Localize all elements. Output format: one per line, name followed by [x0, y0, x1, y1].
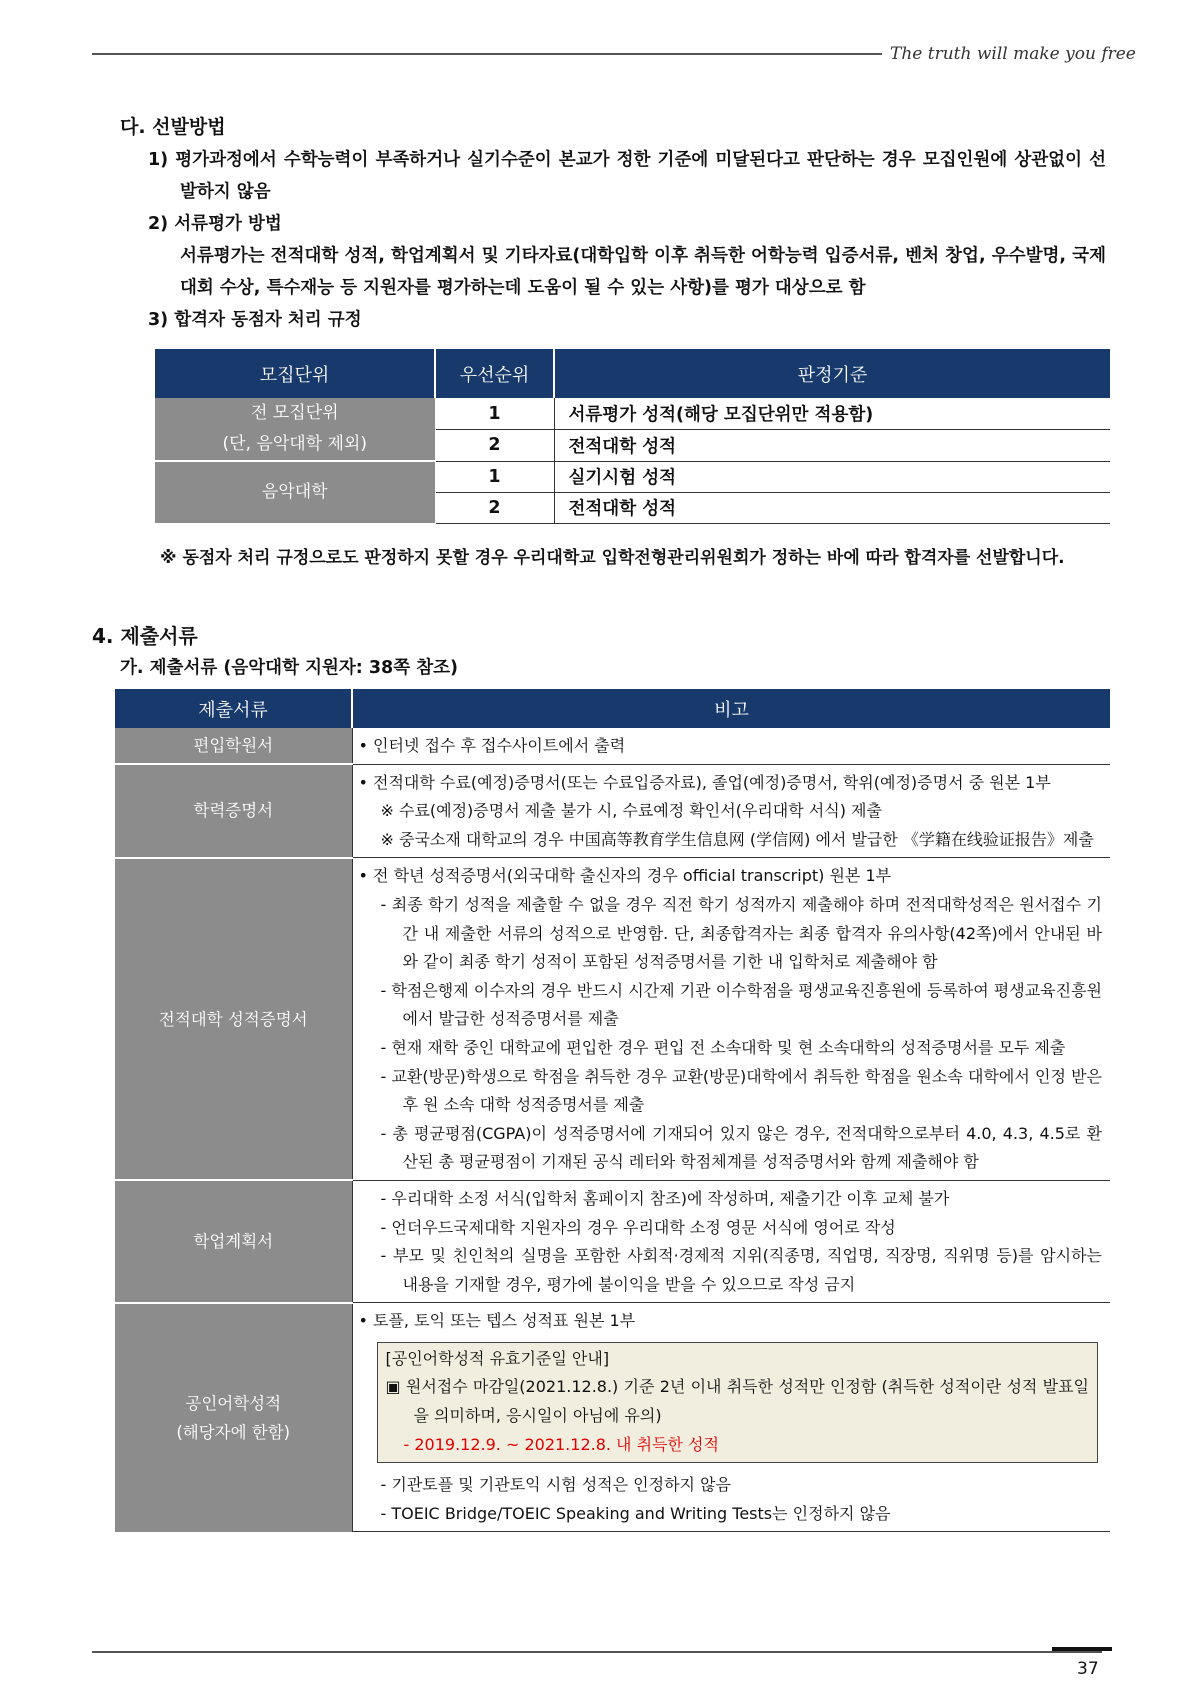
note-line: • 토플, 토익 또는 텝스 성적표 원본 1부 — [358, 1311, 636, 1331]
section-da-item2-body: 서류평가는 전적대학 성적, 학업계획서 및 기타자료(대학입학 이후 취득한 어학능력 입증서류, 벤처 창업, 우수발명, 국제대회 수상, 특수재능 등 지원자를 평가하는데 도움이 될 수 있는 사항)를 평가 대상으로 함 — [180, 246, 1106, 298]
tie-table-header — [155, 349, 1110, 398]
page-number: 37 — [1077, 1659, 1099, 1679]
note-line: - TOEIC Bridge/TOEIC Speaking and Writing Tests는 인정하지 않음 — [380, 1503, 891, 1523]
note-line: ※ 수료(예정)증명서 제출 불가 시, 수료예정 확인서(우리대학 서식) 제출 — [380, 801, 882, 821]
tie-group-all-line1: 전 모집단위 — [250, 403, 339, 423]
doc-note-transcript — [352, 858, 1110, 1181]
note-line: - 우리대학 소정 서식(입학처 홈페이지 참조)에 작성하며, 제출기간 이후 교체 불가 — [380, 1188, 950, 1208]
note-line: - 학점은행제 이수자의 경우 반드시 시간제 기관 이수학점을 평생교육진흥원에 등록하여 평생교육진흥원에서 발급한 성적증명서를 제출 — [380, 980, 1102, 1029]
note-line: - 총 평균평점(CGPA)이 성적증명서에 기재되어 있지 않은 경우, 전적대학으로부터 4.0, 4.3, 4.5로 환산된 총 평균평점이 기재된 공식 레터와 학점체계를 성적증명서와 함께 제출해야 함 — [380, 1123, 1102, 1172]
doc-label-education: 학력증명서 — [115, 764, 352, 858]
docs-header-document: 제출서류 — [115, 689, 352, 728]
section-da-item1: 1) 평가과정에서 수학능력이 부족하거나 실기수준이 본교가 정한 기준에 미달된다고 판단하는 경우 모집인원에 상관없이 선발하지 않음 — [148, 150, 1106, 202]
note-line: - 부모 및 친인척의 실명을 포함한 사회적·경제적 지위(직종명, 직업명, 직장명, 직위명 등)를 암시하는 내용을 기재할 경우, 평가에 불이익을 받을 수 있으므로 작성 금지 — [380, 1246, 1102, 1294]
table-row — [115, 1303, 1110, 1532]
note-line: - 언더우드국제대학 지원자의 경우 우리대학 소정 영문 서식에 영어로 작성 — [380, 1217, 896, 1237]
doc-note-study-plan — [352, 1180, 1110, 1302]
section-da-title: 다. 선발방법 — [120, 116, 226, 138]
table-row — [115, 728, 1110, 764]
table-row — [115, 1180, 1110, 1302]
header-rule — [92, 53, 882, 55]
note-line: • 인터넷 접수 후 접수사이트에서 출력 — [358, 736, 626, 755]
section-da-item2-title: 2) 서류평가 방법 — [148, 214, 282, 234]
tie-criterion: 전적대학 성적 — [554, 430, 1110, 462]
doc-label-language — [115, 1303, 352, 1532]
docs-table-header — [115, 689, 1110, 728]
language-label-line1: 공인어학성적 — [185, 1393, 282, 1413]
doc-note-education — [352, 764, 1110, 858]
section-da-item3-title: 3) 합격자 동점자 처리 규정 — [148, 310, 362, 330]
note-line: - 최종 학기 성적을 제출할 수 없을 경우 직전 학기 성적까지 제출해야 하며 전적대학성적은 원서접수 기간 내 제출한 서류의 성적으로 반영함. 단, 최종합격자는 최종 합격자 유의사항(42쪽)에서 안내된 바와 같이 최종 학기 성적이 포함된 성적증명서를 기한 내 입학처로 제출해야 함 — [380, 894, 1102, 972]
table-row — [115, 764, 1110, 858]
note-line: - 기관토플 및 기관토익 시험 성적은 인정하지 않음 — [380, 1475, 731, 1495]
tie-criterion: 전적대학 성적 — [554, 492, 1110, 523]
docs-header-remarks: 비고 — [352, 689, 1110, 728]
note-line: - 현재 재학 중인 대학교에 편입한 경우 편입 전 소속대학 및 현 소속대학의 성적증명서를 모두 제출 — [380, 1037, 1066, 1057]
tie-header-rank: 우선순위 — [435, 349, 554, 398]
notice-item: ▣ 원서접수 마감일(2021.12.8.) 기준 2년 이내 취득한 성적만 인정함 (취득한 성적이란 성적 발표일을 의미하며, 응시일이 아님에 유의) — [385, 1377, 1089, 1426]
documents-table — [115, 689, 1110, 1532]
doc-note-language — [352, 1303, 1110, 1532]
tie-criterion: 서류평가 성적(해당 모집단위만 적용함) — [554, 398, 1110, 430]
note-line: - 교환(방문)학생으로 학점을 취득한 경우 교환(방문)대학에서 취득한 학점을 원소속 대학에서 인정 받은 후 원 소속 대학 성적증명서를 제출 — [380, 1066, 1102, 1115]
tie-rank: 1 — [435, 398, 554, 430]
header-slogan: The truth will make you free — [890, 44, 1136, 64]
table-row — [115, 858, 1110, 1181]
section4-subtitle: 가. 제출서류 (음악대학 지원자: 38쪽 참조) — [120, 658, 459, 678]
tie-footnote: ※ 동점자 처리 규정으로도 판정하지 못할 경우 우리대학교 입학전형관리위원회가 정하는 바에 따라 합격자를 선발합니다. — [160, 548, 1065, 568]
footer-rule — [92, 1651, 1102, 1653]
table-row — [155, 398, 1110, 430]
tie-rank: 1 — [435, 461, 554, 492]
notice-title: [공인어학성적 유효기준일 안내] — [385, 1348, 610, 1368]
note-line: • 전 학년 성적증명서(외국대학 출신자의 경우 official transcript) 원본 1부 — [358, 866, 892, 886]
note-line: ※ 중국소재 대학교의 경우 中国高等教育学生信息网 (学信网) 에서 발급한 《学籍在线验证报告》제출 — [380, 829, 1094, 849]
tie-criterion: 실기시험 성적 — [554, 461, 1110, 492]
doc-label-application: 편입학원서 — [115, 728, 352, 764]
tie-rank: 2 — [435, 430, 554, 462]
doc-label-transcript: 전적대학 성적증명서 — [115, 858, 352, 1181]
notice-date-range: - 2019.12.9. ~ 2021.12.8. 내 취득한 성적 — [403, 1434, 719, 1454]
tie-group-all-units — [155, 398, 435, 461]
note-line: • 전적대학 수료(예정)증명서(또는 수료입증자료), 졸업(예정)증명서, 학위(예정)증명서 중 원본 1부 — [358, 772, 1051, 792]
doc-label-study-plan: 학업계획서 — [115, 1180, 352, 1302]
table-row — [155, 461, 1110, 492]
tie-header-criterion: 판정기준 — [554, 349, 1110, 398]
section4-title: 4. 제출서류 — [92, 624, 198, 648]
tie-rank: 2 — [435, 492, 554, 523]
language-label-line2: (해당자에 한함) — [176, 1422, 291, 1442]
tie-group-all-line2: (단, 음악대학 제외) — [222, 434, 367, 454]
tie-break-table — [155, 349, 1110, 524]
footer-mark — [1052, 1647, 1112, 1651]
doc-note-application — [352, 728, 1110, 764]
language-validity-notice — [377, 1342, 1099, 1463]
tie-header-unit: 모집단위 — [155, 349, 435, 398]
tie-group-music: 음악대학 — [155, 461, 435, 523]
